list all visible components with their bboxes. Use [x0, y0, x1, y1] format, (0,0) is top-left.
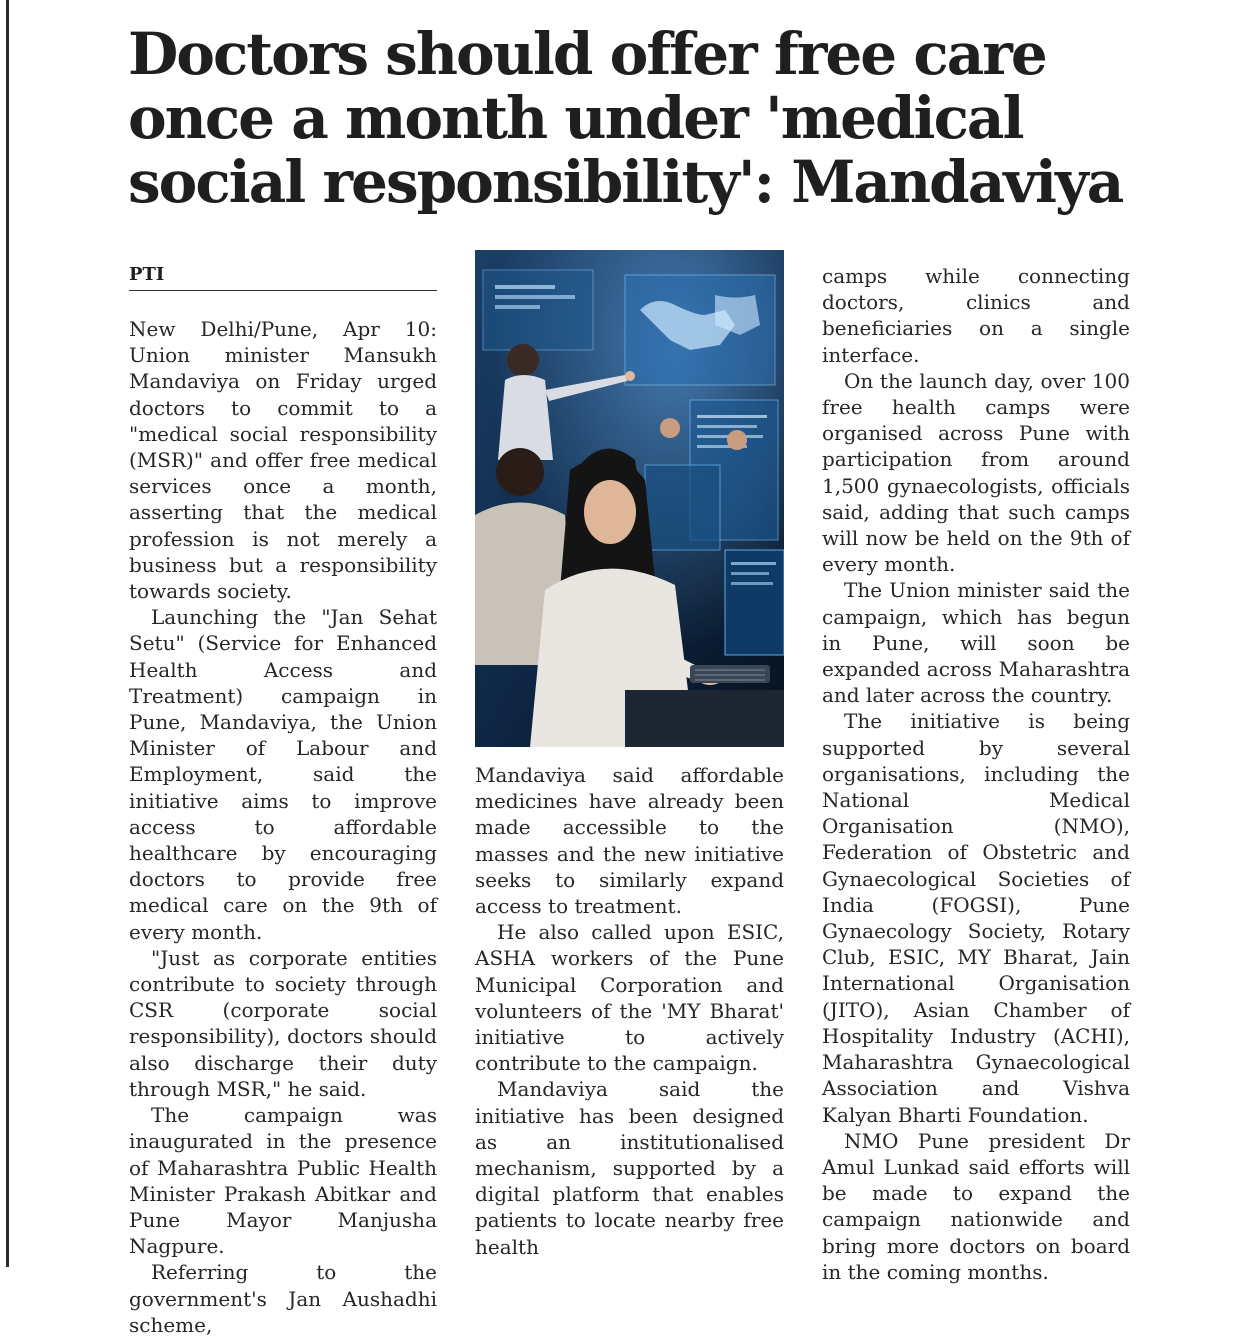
- photo-illustration: [475, 250, 784, 747]
- paragraph: The campaign was inaugurated in the presence of Maharashtra Public Health Minister Prakash Abitkar and Pune Mayor Manjusha Nagpure.: [129, 1103, 437, 1259]
- paragraph: NMO Pune president Dr Amul Lunkad said efforts will be made to expand the campaign nationwide and bring more doctors on board in the coming months.: [822, 1128, 1130, 1284]
- article-column-3: [822, 263, 1130, 1285]
- paragraph: The Union minister said the campaign, which has begun in Pune, will soon be expanded across Maharashtra and later across the country.: [822, 578, 1130, 708]
- paragraph: Mandaviya said affordable medicines have already been made accessible to the masses and the new initiative seeks to similarly expand access to treatment.: [475, 763, 784, 919]
- article-byline: PTI: [129, 262, 437, 291]
- article-headline: Doctors should offer free care once a month under 'medical social responsibility': Mandaviya: [128, 20, 1123, 216]
- article-column-2: [475, 762, 784, 1260]
- article-column-1: [129, 316, 437, 1338]
- paragraph: On the launch day, over 100 free health camps were organised across Pune with participation from around 1,500 gynaecologists, officials said, adding that such camps will now be held on the 9th of every month.: [822, 368, 1130, 577]
- paragraph: Mandaviya said the initiative has been designed as an institutionalised mechanism, supported by a digital platform that enables patients to locate nearby free health: [475, 1077, 784, 1259]
- paragraph: "Just as corporate entities contribute to society through CSR (corporate social responsibility), doctors should also discharge their duty through MSR," he said.: [129, 945, 437, 1101]
- paragraph: He also called upon ESIC, ASHA workers of the Pune Municipal Corporation and volunteers of the 'MY Bharat' initiative to actively contribute to the campaign.: [475, 920, 784, 1076]
- page-border: [6, 0, 9, 1267]
- paragraph: The initiative is being supported by several organisations, including the National Medical Organisation (NMO), Federation of Obstetric and Gynaecological Societies of India (FOGSI), Pune Gynaecology Society, Rotary Club, ESIC, MY Bharat, Jain International Organisation (JITO), Asian Chamber of Hospitality Industry (ACHI), Maharashtra Gynaecological Association and Vishva Kalyan Bharti Foundation.: [822, 709, 1130, 1127]
- paragraph: Launching the "Jan Sehat Setu" (Service for Enhanced Health Access and Treatment) campaign in Pune, Mandaviya, the Union Minister of Labour and Employment, said the initiative aims to improve access to affordable healthcare by encouraging doctors to provide free medical care on the 9th of every month.: [129, 605, 437, 944]
- article-photo: [475, 250, 784, 747]
- paragraph: camps while connecting doctors, clinics and beneficiaries on a single interface.: [822, 264, 1130, 367]
- paragraph: Referring to the government's Jan Aushadhi scheme,: [129, 1260, 437, 1337]
- paragraph: New Delhi/Pune, Apr 10: Union minister Mansukh Mandaviya on Friday urged doctors to commit to a "medical social responsibility (MSR)" and offer free medical services once a month, asserting that the medical profession is not merely a business but a responsibility towards society.: [129, 317, 437, 604]
